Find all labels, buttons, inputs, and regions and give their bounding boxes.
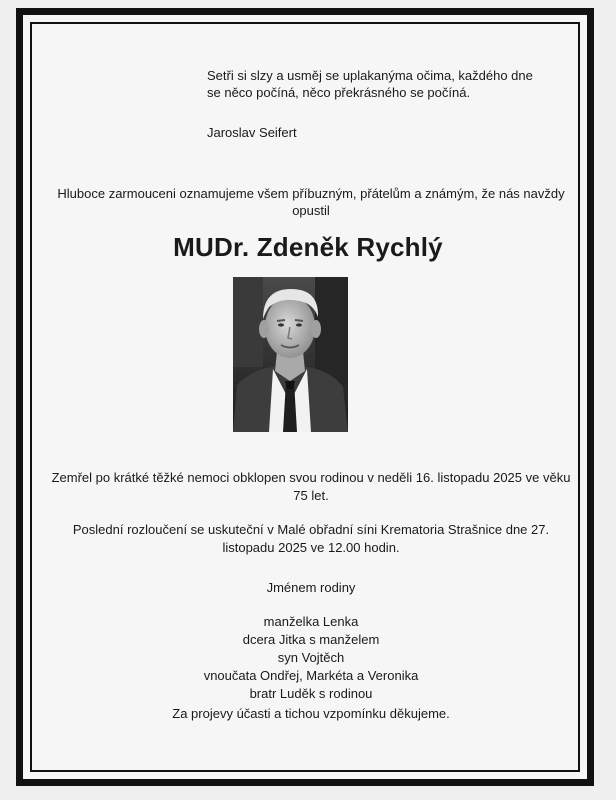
farewell-line: Poslední rozloučení se uskuteční v Malé obřadní síni Krematoria Strašnice dne 27.	[72, 522, 550, 537]
deceased-name: MUDr. Zdeněk Rychlý	[173, 232, 443, 262]
motto-author: Jaroslav Seifert	[207, 125, 297, 140]
deceased-portrait-photo	[233, 277, 348, 432]
death-notice	[40, 469, 582, 505]
announcement	[40, 185, 582, 219]
family-members	[40, 613, 582, 703]
family-member: manželka Lenka	[263, 614, 359, 629]
announcement-line: opustil	[292, 203, 330, 218]
announcement-line: Hluboce zarmouceni oznamujeme všem příbuzným, přátelům a známým, že nás navždy	[57, 186, 565, 201]
motto-line: se něco počíná, něco překrásného se počíná.	[207, 85, 471, 100]
portrait-illustration	[233, 277, 348, 432]
motto-quote	[207, 67, 547, 101]
family-member: vnoučata Ondřej, Markéta a Veronika	[203, 668, 419, 683]
death-notice-line: Zemřel po krátké těžké nemoci obklopen svou rodinou v neděli 16. listopadu 2025 ve věku	[51, 470, 571, 485]
thanks-note: Za projevy účasti a tichou vzpomínku děkujeme.	[172, 706, 450, 721]
motto-line: Setři si slzy a usměj se uplakanýma očima, každého dne	[207, 68, 533, 83]
farewell-ceremony	[40, 521, 582, 557]
death-notice-line: 75 let.	[293, 488, 329, 503]
family-member: dcera Jitka s manželem	[242, 632, 380, 647]
family-heading: Jménem rodiny	[266, 580, 356, 595]
farewell-line: listopadu 2025 ve 12.00 hodin.	[222, 540, 400, 555]
family-member: bratr Luděk s rodinou	[249, 686, 373, 701]
family-member: syn Vojtěch	[277, 650, 345, 665]
